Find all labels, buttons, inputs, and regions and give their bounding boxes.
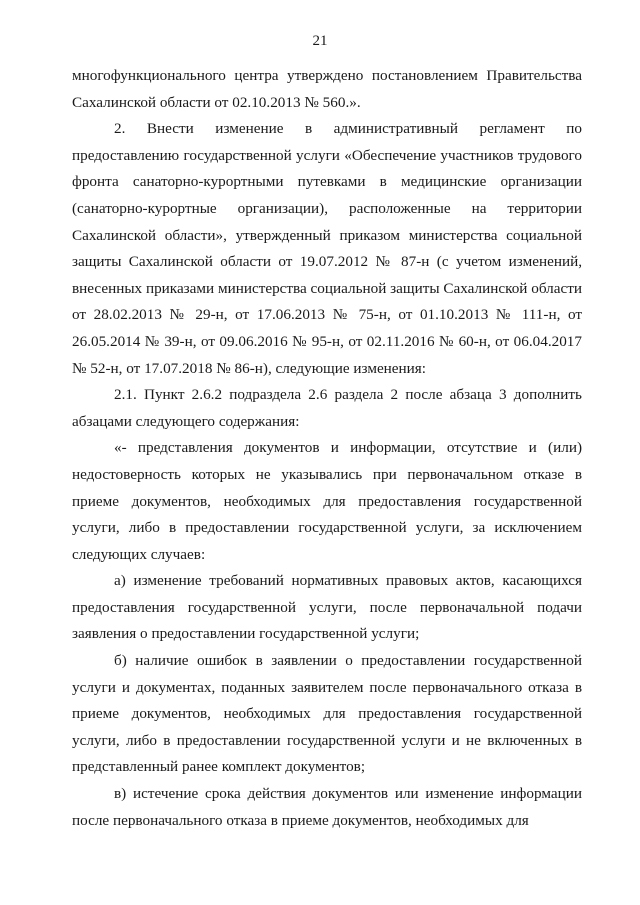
document-body <box>72 63 582 834</box>
paragraph-item-2: 2. Внести изменение в административный регламент по предоставлению государственной услуги «Обеспечение участников трудового фронта санаторно-курортными путевками в медицинские организации (санаторно-курортные организации), расположенные на территории Сахалинской области», утвержденный приказом министерства социальной защиты Сахалинской области от 19.07.2012 № 87-н (с учетом изменений, внесенных приказами министерства социальной защиты Сахалинской области от 28.02.2013 № 29-н, от 17.06.2013 № 75-н, от 01.10.2013 № 111-н, от 26.05.2014 № 39-н, от 09.06.2016 № 95-н, от 02.11.2016 № 60-н, от 06.04.2017 № 52-н, от 17.07.2018 № 86-н), следующие изменения: <box>72 120 582 377</box>
page-number: 21 <box>312 33 328 49</box>
paragraph-continuation: многофункционального центра утверждено постановлением Правительства Сахалинской области от 02.10.2013 № 560.». <box>72 67 582 111</box>
paragraph-item-2-1: 2.1. Пункт 2.6.2 подраздела 2.6 раздела 2 после абзаца 3 дополнить абзацами следующего содержания: <box>72 386 582 430</box>
paragraph-case-c: в) истечение срока действия документов или изменение информации после первоначального отказа в приеме документов, необходимых для <box>72 785 582 829</box>
paragraph-case-b: б) наличие ошибок в заявлении о предоставлении государственной услуги и документах, поданных заявителем после первоначального отказа в приеме документов, необходимых для предоставления государственной услуги, либо в предоставлении государственной услуги и не включенных в представленный ранее комплект документов; <box>72 652 582 776</box>
paragraph-case-a: а) изменение требований нормативных правовых актов, касающихся предоставления государственной услуги, после первоначальной подачи заявления о предоставлении государственной услуги; <box>72 572 582 643</box>
paragraph-quoted-provision: «- представления документов и информации, отсутствие и (или) недостоверность которых не указывались при первоначальном отказе в приеме документов, необходимых для предоставления государственной услуги, либо в предоставлении государственной услуги, за исключением следующих случаев: <box>72 439 582 563</box>
